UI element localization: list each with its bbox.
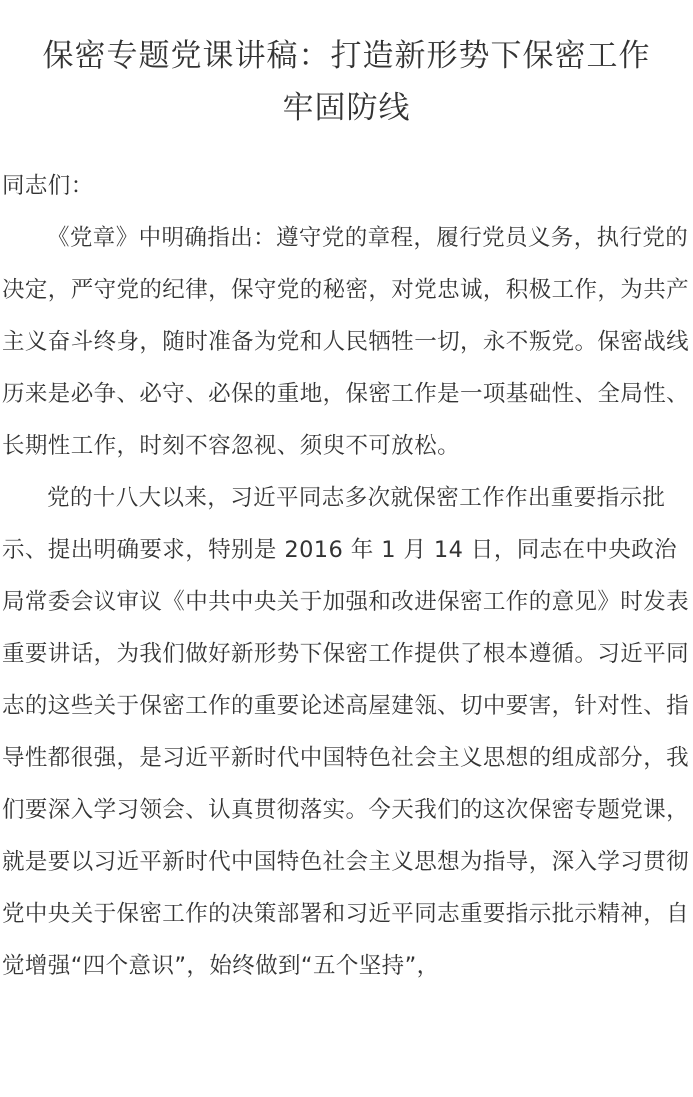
- title-line-2: 牢固防线: [282, 90, 411, 126]
- salutation: 同志们：: [2, 173, 94, 199]
- document-title: [0, 0, 693, 134]
- title-line-1: 保密专题党课讲稿：打造新形势下保密工作: [42, 38, 651, 74]
- paragraph-1: 《党章》中明确指出：遵守党的章程，履行党员义务，执行党的决定，严守党的纪律，保守党的秘密，对党忠诚，积极工作，为共产主义奋斗终身，随时准备为党和人民牺牲一切，永不叛党。保密战线历来是必争、必守、必保的重地，保密工作是一项基础性、全局性、长期性工作，时刻不容忽视、须臾不可放松。: [2, 225, 690, 459]
- document-body: [0, 160, 693, 992]
- paragraph-2: 党的十八大以来，习近平同志多次就保密工作作出重要指示批示、提出明确要求，特别是 2016 年 1 月 14 日，同志在中央政治局常委会议审议《中共中央关于加强和改进保密工作的意见》时发表重要讲话，为我们做好新形势下保密工作提供了根本遵循。习近平同志的这些关于保密工作的重要论述高屋建瓴、切中要害，针对性、指导性都很强，是习近平新时代中国特色社会主义思想的组成部分，我们要深入学习领会、认真贯彻落实。今天我们的这次保密专题党课，就是要以习近平新时代中国特色社会主义思想为指导，深入学习贯彻党中央关于保密工作的决策部署和习近平同志重要指示批示精神，自觉增强“四个意识”，始终做到“五个坚持”，: [2, 485, 690, 979]
